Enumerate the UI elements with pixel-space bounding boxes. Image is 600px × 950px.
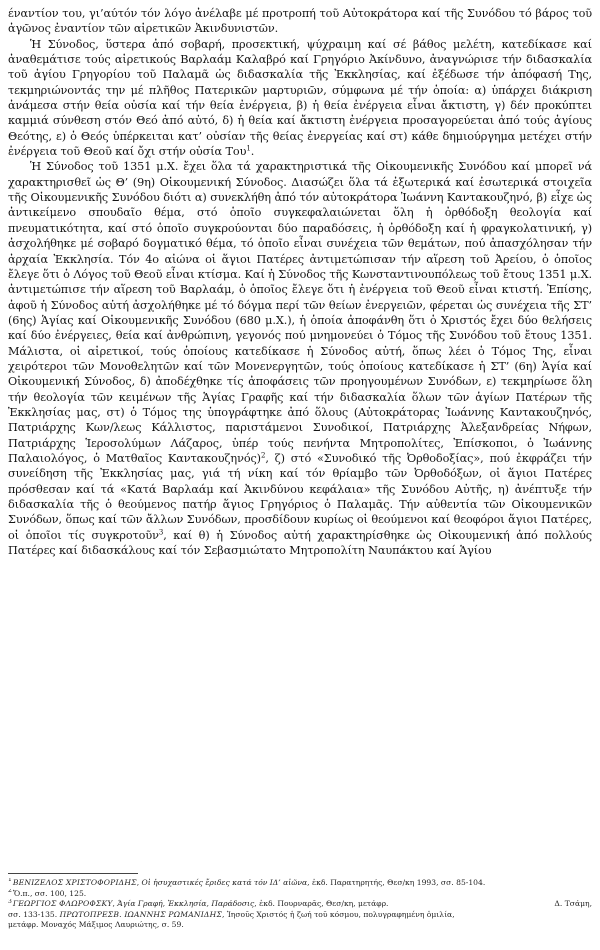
- paragraph-3-cont: ζ) στό «Συνοδικό τῆς Ὀρθοδοξίας», πού ἐκφράζει τήν συνείδηση τῆς Ἐκκλησίας μας, γιά τή νίκη καί τόν θρίαμβο τῶν Ὀρθοδόξων, οἱ ἅγιοι Πατέρες πρόσθεσαν καί τά «Κατά Βαρλαάμ καί Ἀκινδύνου κεφάλαια» τῆς Συνόδου Αὐτῆς, η) ἀνέπτυξε τήν διδασκαλία τῆς ὁ θεούμενος πατήρ ἅγιος Γρηγόριος ὁ Παλαμᾶς. Τήν αὐθεντία τῶν Οἰκουμενικῶν Συνόδων, ὅπως καί τῶν ἄλλων Συνόδων, προσδίδουν κυρίως οἱ θεούμενοι καί θεοφόροι ἅγιοι Πατέρες, οἱ ὁποῖοι τίς συγκροτοῦν: [8, 451, 593, 542]
- footnote-translator: Δ. Τσάμη,: [554, 899, 592, 909]
- footnote-number: 3: [8, 899, 12, 905]
- paragraph-2: Ἡ Σύνοδος, ὕστερα ἀπό σοβαρή, προσεκτική, ψύχραιμη καί σέ βάθος μελέτη, κατεδίκασε καί ἀναθεμάτισε τούς αἱρετικούς Βαρλαάμ Καλαβρό καί Γρηγόριο Ἀκίνδυνο, ἀναγνώρισε τήν διδασκαλία τοῦ ἁγίου Γρηγορίου τοῦ Παλαμᾶ ὡς διδασκαλία τῆς Ἐκκλησίας, καί ἐξέδωσε τήν ἀπόφασή Της, τεκμηριώνοντάς την μέ πλῆθος Πατερικῶν μαρτυριῶν, σύμφωνα μέ τήν ὁποία: α) ὑπάρχει διάκριση ἀνάμεσα στήν θεία οὐσία καί τήν θεία ἐνέργεια, β) ἡ θεία ἐνέργεια εἶναι ἄκτιστη, γ) δέν προκύπτει καμμιά σύνθεση στόν Θεό ἀπό αὐτό, δ) ἡ θεία καί ἄκτιστη ἐνέργεια προσαγορεύεται ἀπό τούς ἁγίους Θεότης, ε) ὁ Θεός ὑπέρκειται κατ’ οὐσίαν τῆς θείας ἐνεργείας καί στ) κάθε δημιούργημα μετέχει στήν ἐνέργεια τοῦ Θεοῦ καί ὄχι στήν οὐσία Του$^1$.: [8, 37, 592, 159]
- paragraph-3: Ἡ Σύνοδος τοῦ 1351 μ.Χ. ἔχει ὅλα τά χαρακτηριστικά τῆς Οἰκουμενικῆς Συνόδου καί μπορεῖ νά χαρακτηρισθεῖ ὡς Θ’ (9η) Οἰκουμενική Σύνοδος. Διασώζει ὅλα τά ἐξωτερικά καί ἐσωτερικά στοιχεῖα τῆς Οἰκουμενικῆς Συνόδου διότι α) συνεκλήθη ἀπό τόν αὐτοκράτορα Ἰωάννη Καντακουζηνό, β) εἶχε ὡς ἀντικείμενο σπουδαῖο θέμα, στό ὁποῖο συγκεφαλαιώνεται ὅλη ἡ ὀρθόδοξη θεολογία καί πνευματικότητα, καί στό ὁποῖο συγκρούονται δύο παραδόσεις, ἡ ὀρθόδοξη καί ἡ φραγκολατινική, γ) ἀσχολήθηκε μέ σοβαρό δογματικό θέμα, τό ὁποῖο εἶναι συνέχεια τῶν θεμάτων, πού ἀπασχόλησαν τήν ἀρχαία Ἐκκλησία. Τόν 4ο αἰώνα οἱ ἅγιοι Πατέρες ἀντιμετώπισαν τήν αἵρεση τοῦ Ἀρείου, ὁ ὁποῖος ἔλεγε ὅτι ὁ Λόγος τοῦ Θεοῦ εἶναι κτίσμα. Καί ἡ Σύνοδος τῆς Κωνσταντινουπόλεως τοῦ ἔτους 1351 μ.Χ. ἀντιμετώπισε τήν αἵρεση τοῦ Βαρλαάμ, ὁ ὁποῖος ἔλεγε ὅτι ἡ ἐνέργεια τοῦ Θεοῦ εἶναι κτιστή. Ἐπίσης, ἀφοῦ ἡ Σύνοδος αὐτή ἀσχολήθηκε μέ τό δόγμα περί τῶν θείων ἐνεργειῶν, φέρεται ὡς συνέχεια τῆς ΣΤ’ (6ης) Ἁγίας καί Οἰκουμενικῆς Συνόδου (680 μ.Χ.), ἡ ὁποία ἀποφάνθη ὅτι ὁ Χριστός ἔχει δύο θελήσεις καί δύο ἐνέργειες, θεία καί ἀνθρώπινη, γεγονός πού μνημονεύει ὁ Τόμος τῆς Συνόδου τοῦ ἔτους 1351. Μάλιστα, οἱ αἱρετικοί, τούς ὁποίους κατεδίκασε ἡ Σύνοδος αὐτή, ὅπως λέει ὁ Τόμος Της, εἶναι χειρότεροι τῶν Μονοθελητῶν καί τῶν Μονενεργητῶν, τούς ὁποίους κατεδίκασε ἡ ΣΤ’ (6η) Ἁγία καί Οἰκουμενική Σύνοδος, δ) ἀποδέχθηκε τίς ἀποφάσεις τῶν προηγουμένων Συνόδων, ε) τεκμηρίωσε ὅλη τήν θεολογία τῶν κειμένων τῆς Ἁγίας Γραφῆς καί τήν διδασκαλία ὅλων τῶν ἁγίων Πατέρων τῆς Ἐκκλησίας μας, στ) ὁ Τόμος της ὑπογράφτηκε ἀπό ὅλους (Αὐτοκράτορας Ἰωάννης Καντακουζηνός, Πατριάρχης Κων/λεως Κάλλιστος, παριστάμενοι Συνοδικοί, Πατριάρχης Ἀλεξανδρείας Νήφων, Πατριάρχης Ἱεροσολύμων Λάζαρος, ὑπέρ τούς πενήντα Μητροπολίτες, Ἐπίσκοποι, ὁ Ἰωάννης Παλαιολόγος, ὁ Ματθαῖος Καντακουζηνός)$^2$, ζ) στό «Συνοδικό τῆς Ὀρθοδοξίας», πού ἐκφράζει τήν συνείδηση τῆς Ἐκκλησίας μας, γιά τή νίκη καί τόν θρίαμβο τῶν Ὀρθοδόξων, οἱ ἅγιοι Πατέρες πρόσθεσαν καί τά «Κατά Βαρλαάμ καί Ἀκινδύνου κεφάλαια» τῆς Συνόδου Αὐτῆς, η) ἀνέπτυξε τήν διδασκαλία τῆς ὁ θεούμενος πατήρ ἅγιος Γρηγόριος ὁ Παλαμᾶς. Τήν αὐθεντία τῶν Οἰκουμενικῶν Συνόδων, ὅπως καί τῶν ἄλλων Συνόδων, προσδίδουν κυρίως οἱ θεούμενοι καί θεοφόροι ἅγιοι Πατέρες, οἱ ὁποῖοι τίς συγκροτοῦν$^3$, καί θ) ἡ Σύνοδος αὐτή χαρακτηρίσθηκε ὡς Οἰκουμενική ἀπό πολλούς Πατέρες καί διδασκάλους καί τόν Σεβασμιώτατο Μητροπολίτη Ναυπάκτου καί Ἁγίου: [8, 160, 593, 558]
- paragraph-1: έναντίον του, γι’αύτόν τόν λόγο ἀνέλαβε μέ προτροπή τοῦ Αὐτοκράτορα καί τῆς Συνόδου τό βάρος τοῦ ἀγῶνος ἐναντίον τῶν αἱρετικῶν Ἀκινδυνιστῶν.: [8, 7, 592, 36]
- footnote-number: 2: [8, 888, 12, 895]
- footnote-3-end: [8, 920, 592, 931]
- paragraph-2-text: Ἡ Σύνοδος, ὕστερα ἀπό σοβαρή, προσεκτική, ψύχραιμη καί σέ βάθος μελέτη, κατεδίκασε καί ἀναθεμάτισε τούς αἱρετικούς Βαρλαάμ Καλαβρό καί Γρηγόριο Ἀκίνδυνο, ἀναγνώρισε τήν διδασκαλία τοῦ ἁγίου Γρηγορίου τοῦ Παλαμᾶ ὡς διδασκαλία τῆς Ἐκκλησίας, καί ἐξέδωσε τήν ἀπόφασή Της, τεκμηριώνοντάς την μέ πλῆθος Πατερικῶν μαρτυριῶν, σύμφωνα μέ τήν ὁποία: α) ὑπάρχει διάκριση ἀνάμεσα στήν θεία οὐσία καί τήν θεία ἐνέργεια, β) ἡ θεία ἐνέργεια εἶναι ἄκτιστη, γ) δέν προκύπτει καμμιά σύνθεση στόν Θεό ἀπό αὐτό, δ) ἡ θεία καί ἄκτιστη ἐνέργεια προσαγορεύεται ἀπό τούς ἁγίους Θεότης, ε) ὁ Θεός ὑπέρκειται κατ’ οὐσίαν τῆς θείας ἐνεργείας καί στ) κάθε δημιούργημα μετέχει στήν ἐνέργεια τοῦ Θεοῦ καί ὄχι στήν οὐσία Του: [8, 37, 592, 159]
- footnote-ref-3: 3: [158, 527, 164, 536]
- footnote-details: Ὅ.π., σσ. 100, 125.: [12, 888, 87, 898]
- footnote-details: , ἐκδ. Παρατηρητής, Θεσ/κη 1993, σσ. 85-104.: [307, 878, 486, 887]
- footnote-3: $^3$ΓΕΩΡΓΙΟΣ ΦΛΩΡΟΦΣΚΥ, Ἁγία Γραφή, Ἐκκλησία, Παράδοσις, ἐκδ. Πουρναρᾶς, Θεσ/κη, μετάφρ. Δ. Τσάμη,: [8, 899, 592, 909]
- footnote-work: Ἁγία Γραφή, Ἐκκλησία, Παράδοσις: [117, 899, 255, 909]
- footnote-ref-2: 2: [260, 451, 266, 460]
- paragraph-3-text: Ἡ Σύνοδος τοῦ 1351 μ.Χ. ἔχει ὅλα τά χαρακτηριστικά τῆς Οἰκουμενικῆς Συνόδου καί μπορεῖ νά χαρακτηρισθεῖ ὡς Θ’ (9η) Οἰκουμενική Σύνοδος. Διασώζει ὅλα τά ἐξωτερικά καί ἐσωτερικά στοιχεῖα τῆς Οἰκουμενικῆς Συνόδου διότι α) συνεκλήθη ἀπό τόν αὐτοκράτορα Ἰωάννη Καντακουζηνό, β) εἶχε ὡς ἀντικείμενο σπουδαῖο θέμα, στό ὁποῖο συγκεφαλαιώνεται ὅλη ἡ ὀρθόδοξη θεολογία καί πνευματικότητα, καί στό ὁποῖο συγκρούονται δύο παραδόσεις, ἡ ὀρθόδοξη καί ἡ φραγκολατινική, γ) ἀσχολήθηκε μέ σοβαρό δογματικό θέμα, τό ὁποῖο εἶναι συνέχεια τῶν θεμάτων, πού ἀπασχόλησαν τήν ἀρχαία Ἐκκλησία. Τόν 4ο αἰώνα οἱ ἅγιοι Πατέρες ἀντιμετώπισαν τήν αἵρεση τοῦ Ἀρείου, ὁ ὁποῖος ἔλεγε ὅτι ὁ Λόγος τοῦ Θεοῦ εἶναι κτίσμα. Καί ἡ Σύνοδος τῆς Κωνσταντινουπόλεως τοῦ ἔτους 1351 μ.Χ. ἀντιμετώπισε τήν αἵρεση τοῦ Βαρλαάμ, ὁ ὁποῖος ἔλεγε ὅτι ἡ ἐνέργεια τοῦ Θεοῦ εἶναι κτιστή. Ἐπίσης, ἀφοῦ ἡ Σύνοδος αὐτή ἀσχολήθηκε μέ τό δόγμα περί τῶν θείων ἐνεργειῶν, φέρεται ὡς συνέχεια τῆς ΣΤ’ (6ης) Ἁγίας καί Οἰκουμενικῆς Συνόδου (680 μ.Χ.), ἡ ὁποία ἀποφάνθη ὅτι ὁ Χριστός ἔχει δύο θελήσεις καί δύο ἐνέργειες, θεία καί ἀνθρώπινη, γεγονός πού μνημονεύει ὁ Τόμος τῆς Συνόδου τοῦ ἔτους 1351. Μάλιστα, οἱ αἱρετικοί, τούς ὁποίους κατεδίκασε ἡ Σύνοδος αὐτή, ὅπως λέει ὁ Τόμος Της, εἶναι χειρότεροι τῶν Μονοθελητῶν καί τῶν Μονενεργητῶν, τούς ὁποίους κατεδίκασε ἡ ΣΤ’ (6η) Ἁγία καί Οἰκουμενική Σύνοδος, δ) ἀποδέχθηκε τίς ἀποφάσεις τῶν προηγουμένων Συνόδων, ε) τεκμηρίωσε ὅλη τήν θεολογία τῶν κειμένων τῆς Ἁγίας Γραφῆς καί τήν διδασκαλία ὅλων τῶν ἁγίων Πατέρων τῆς Ἐκκλησίας μας, στ) ὁ Τόμος της ὑπογράφτηκε ἀπό ὅλους (Αὐτοκράτορας Ἰωάννης Καντακουζηνός, Πατριάρχης Κων/λεως Κάλλιστος, παριστάμενοι Συνοδικοί, Πατριάρχης Ἀλεξανδρείας Νήφων, Πατριάρχης Ἱεροσολύμων Λάζαρος, ὑπέρ τούς πενήντα Μητροπολίτες, Ἐπίσκοποι, ὁ Ἰωάννης Παλαιολόγος, ὁ Ματθαῖος Καντακουζηνός): [8, 160, 592, 465]
- footnote-details: σσ. 133-135.: [8, 909, 60, 919]
- footnote-details: μετάφρ. Μοναχός Μάξιμος Λαυριώτης, σ. 59.: [8, 920, 184, 930]
- footnote-details: , ἐκδ. Πουρναρᾶς, Θεσ/κη, μετάφρ.: [254, 899, 389, 909]
- paragraph-3-end: , καί θ) ἡ Σύνοδος αὐτή χαρακτηρίσθηκε ὡς Οἰκουμενική ἀπό πολλούς Πατέρες καί διδασκάλους καί τόν Σεβασμιώτατο Μητροπολίτη Ναυπάκτου καί Ἁγίου: [8, 528, 592, 558]
- footnote-author: ΒΕΝΙΖΕΛΟΣ ΧΡΙΣΤΟΦΟΡΙΔΗΣ: [12, 878, 137, 887]
- footnote-divider: [8, 873, 138, 874]
- footnote-details: , Ἰησοῦς Χριστός ἡ ζωή τοῦ κόσμου, πολυγραφημένη ὁμιλία,: [222, 909, 455, 919]
- footnotes: [8, 878, 592, 931]
- footnote-author: ΠΡΩΤΟΠΡΕΣΒ. ΙΩΑΝΝΗΣ ΡΩΜΑΝΙΔΗΣ: [59, 909, 223, 919]
- footnote-work: Οἱ ἡσυχαστικές ἔριδες κατά τόν ΙΔ’ αἰῶνα: [141, 878, 308, 887]
- footnote-ref-1: 1: [246, 144, 251, 153]
- footnote-3-cont: [8, 910, 592, 921]
- footnote-1: $^1$ΒΕΝΙΖΕΛΟΣ ΧΡΙΣΤΟΦΟΡΙΔΗΣ, Οἱ ἡσυχαστικές ἔριδες κατά τόν ΙΔ’ αἰῶνα, ἐκδ. Παρατηρητής, Θεσ/κη 1993, σσ. 85-104.: [8, 878, 486, 887]
- footnote-number: 1: [8, 878, 12, 884]
- footnote-author: ΓΕΩΡΓΙΟΣ ΦΛΩΡΟΦΣΚΥ: [12, 899, 113, 909]
- footnote-2: [8, 889, 592, 900]
- main-text: [8, 6, 592, 558]
